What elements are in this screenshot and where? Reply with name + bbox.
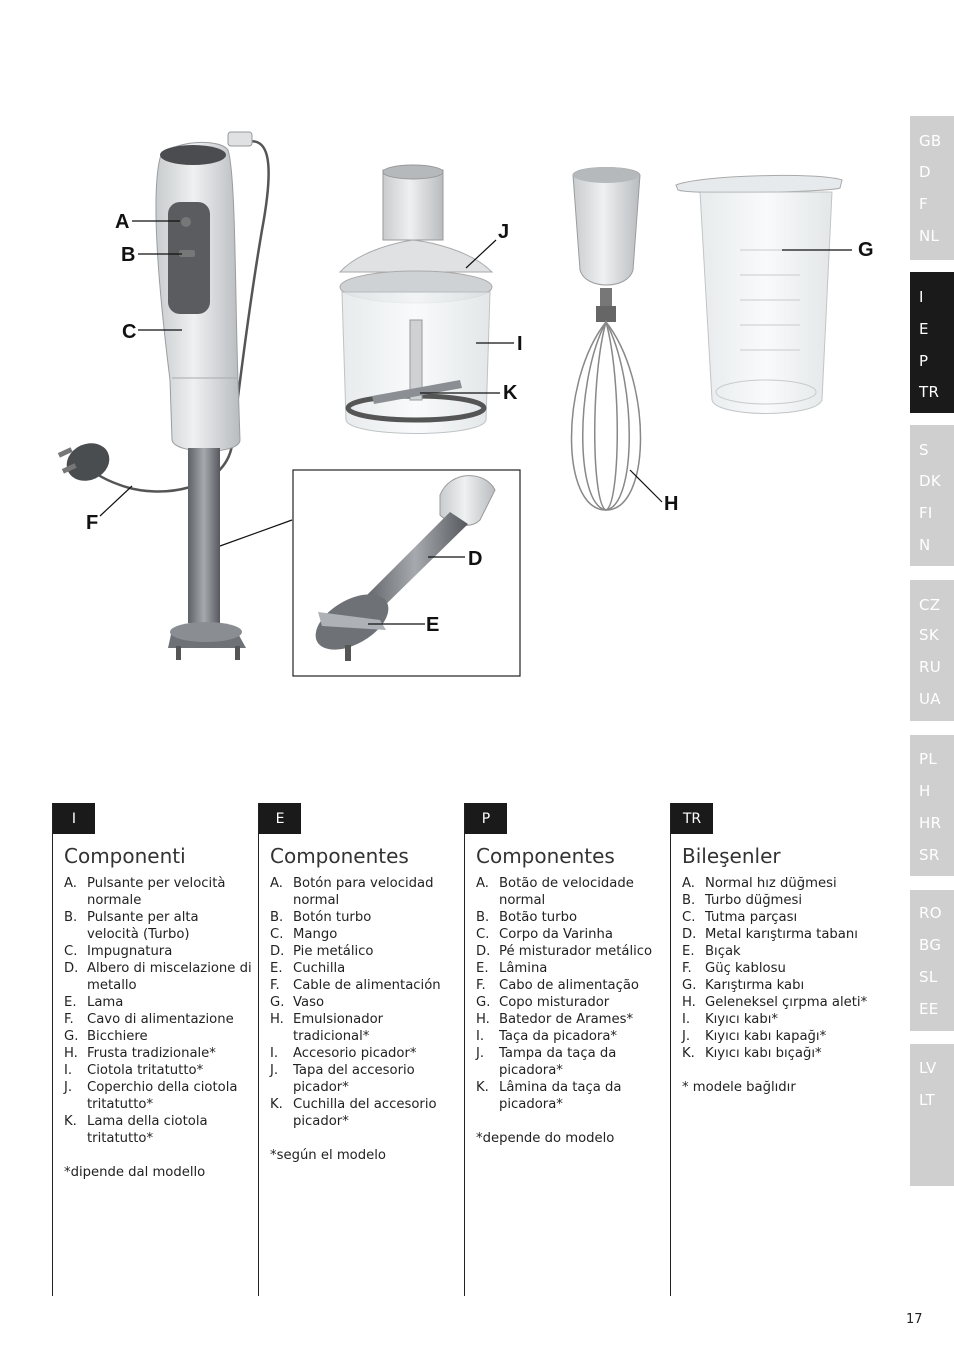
column-spanish: [258, 803, 459, 1296]
list-item: D. Pé misturador metálico: [476, 944, 653, 959]
list-item: J. Kıyıcı kabı kapağı*: [682, 1029, 827, 1044]
lang-item[interactable]: N: [919, 536, 931, 554]
list-item: C. Mango: [270, 927, 338, 942]
list-item: B. Botón turbo: [270, 910, 372, 925]
lang-item[interactable]: UA: [919, 690, 941, 708]
column-language-tag: P: [465, 803, 507, 834]
lang-item[interactable]: TR: [919, 383, 940, 401]
list-item: A. Pulsante per velocità normale: [64, 876, 226, 908]
component-list: [270, 875, 458, 1164]
list-item: K. Lâmina da taça da picadora*: [476, 1080, 622, 1112]
lang-group-4: [910, 580, 954, 721]
lang-item[interactable]: SK: [919, 626, 939, 644]
list-item: F. Cabo de alimentação: [476, 978, 639, 993]
list-item: I. Ciotola tritatutto*: [64, 1063, 204, 1078]
label-h: H: [664, 493, 679, 515]
lang-group-1: [910, 116, 954, 260]
lang-item[interactable]: D: [919, 163, 931, 181]
list-item: D. Metal karıştırma tabanı: [682, 927, 858, 942]
lang-item[interactable]: F: [919, 195, 928, 213]
column-language-tag: I: [53, 803, 95, 834]
label-c: C: [122, 321, 137, 343]
lang-item[interactable]: RU: [919, 658, 942, 676]
list-item: K. Cuchilla del accesorio picador*: [270, 1097, 437, 1129]
component-list: [682, 875, 870, 1096]
lang-group-5: [910, 735, 954, 876]
lang-item[interactable]: GB: [919, 132, 942, 150]
beaker-illustration: [676, 175, 842, 413]
list-item: J. Tapa del accesorio picador*: [270, 1063, 415, 1095]
list-item: H. Batedor de Arames*: [476, 1012, 634, 1027]
list-item: A. Normal hız düğmesi: [682, 876, 837, 891]
column-title: Componentes: [270, 844, 409, 868]
column-title: Bileşenler: [682, 844, 781, 868]
list-item: D. Albero di miscelazione di metallo: [64, 961, 252, 993]
whisk-illustration: [572, 167, 641, 510]
model-note: *dipende dal modello: [64, 1165, 206, 1180]
lang-item[interactable]: DK: [919, 472, 941, 490]
label-d: D: [468, 548, 483, 570]
list-item: F. Cavo di alimentazione: [64, 1012, 234, 1027]
model-note: * modele bağlıdır: [682, 1080, 796, 1095]
label-b: B: [121, 244, 136, 266]
lang-item[interactable]: I: [919, 288, 924, 306]
column-portuguese: [464, 803, 665, 1296]
lang-item[interactable]: PL: [919, 750, 938, 768]
lang-item[interactable]: LT: [919, 1091, 936, 1109]
lang-item[interactable]: E: [919, 320, 929, 338]
list-item: D. Pie metálico: [270, 944, 374, 959]
lang-item[interactable]: CZ: [919, 596, 941, 614]
list-item: B. Pulsante per alta velocità (Turbo): [64, 910, 199, 942]
list-item: H. Geleneksel çırpma aleti*: [682, 995, 868, 1010]
list-item: H. Emulsionador tradicional*: [270, 1012, 384, 1044]
list-item: I. Accesorio picador*: [270, 1046, 417, 1061]
list-item: I. Taça da picadora*: [476, 1029, 618, 1044]
column-title: Componenti: [64, 844, 186, 868]
page-number: 17: [906, 1312, 923, 1327]
lang-group-7: [910, 1044, 954, 1186]
list-item: A. Botón para velocidad normal: [270, 876, 434, 908]
column-language-tag: TR: [671, 803, 713, 834]
list-item: G. Copo misturador: [476, 995, 610, 1010]
lang-item[interactable]: SL: [919, 968, 938, 986]
lang-item[interactable]: HR: [919, 814, 942, 832]
list-item: F. Cable de alimentación: [270, 978, 441, 993]
label-f: F: [86, 512, 99, 534]
lang-item[interactable]: NL: [919, 227, 940, 245]
list-item: K. Lama della ciotola tritatutto*: [64, 1114, 208, 1146]
list-item: E. Cuchilla: [270, 961, 346, 976]
list-item: G. Vaso: [270, 995, 325, 1010]
list-item: J. Tampa da taça da picadora*: [476, 1046, 617, 1078]
lang-item[interactable]: FI: [919, 504, 933, 522]
label-g: G: [858, 239, 874, 261]
list-item: G. Karıştırma kabı: [682, 978, 805, 993]
lang-item[interactable]: SR: [919, 846, 940, 864]
list-item: I. Kıyıcı kabı*: [682, 1012, 779, 1027]
component-list: [476, 875, 664, 1147]
lang-item[interactable]: BG: [919, 936, 942, 954]
list-item: C. Impugnatura: [64, 944, 173, 959]
column-italian: [52, 803, 253, 1296]
label-e: E: [426, 614, 440, 636]
column-turkish: [670, 803, 871, 1296]
list-item: F. Güç kablosu: [682, 961, 786, 976]
lang-group-6: [910, 890, 954, 1031]
list-item: J. Coperchio della ciotola tritatutto*: [64, 1080, 238, 1112]
list-item: C. Tutma parçası: [682, 910, 798, 925]
list-item: A. Botão de velocidade normal: [476, 876, 634, 908]
lang-item[interactable]: S: [919, 441, 929, 459]
lang-item[interactable]: H: [919, 782, 931, 800]
lang-item[interactable]: P: [919, 352, 929, 370]
lang-item[interactable]: EE: [919, 1000, 939, 1018]
list-item: K. Kıyıcı kabı bıçağı*: [682, 1046, 822, 1061]
list-item: H. Frusta tradizionale*: [64, 1046, 216, 1061]
list-item: E. Lâmina: [476, 961, 548, 976]
list-item: E. Bıçak: [682, 944, 741, 959]
lang-item[interactable]: RO: [919, 904, 942, 922]
list-item: B. Botão turbo: [476, 910, 578, 925]
component-list: [64, 875, 252, 1181]
label-a: A: [115, 211, 130, 233]
model-note: *depende do modelo: [476, 1131, 615, 1146]
column-title: Componentes: [476, 844, 615, 868]
list-item: B. Turbo düğmesi: [682, 893, 803, 908]
column-language-tag: E: [259, 803, 301, 834]
lang-group-2-active: [910, 272, 954, 413]
lang-group-3: [910, 425, 954, 566]
label-j: J: [498, 221, 510, 243]
list-item: E. Lama: [64, 995, 124, 1010]
label-k: K: [503, 382, 518, 404]
model-note: *según el modelo: [270, 1148, 386, 1163]
list-item: C. Corpo da Varinha: [476, 927, 613, 942]
list-item: G. Bicchiere: [64, 1029, 148, 1044]
label-i: I: [517, 333, 523, 355]
lang-item[interactable]: LV: [919, 1059, 937, 1077]
